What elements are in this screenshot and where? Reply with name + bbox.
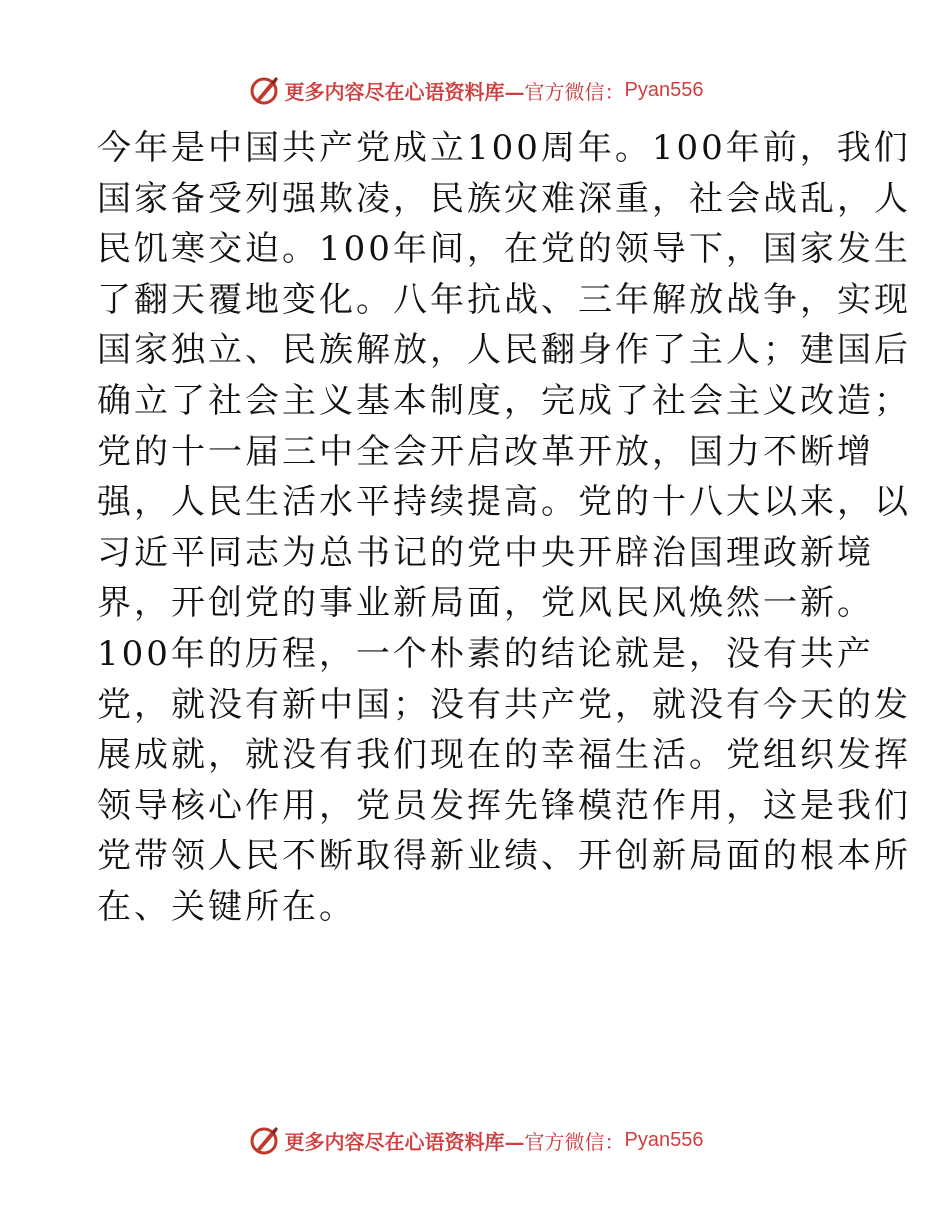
quill-logo-icon	[247, 73, 281, 107]
body-line: 国家备受列强欺凌，民族灾难深重，社会战乱，人	[97, 178, 911, 219]
footer-wechat-label: 官方微信：	[524, 1129, 625, 1154]
body-line: 党，就没有新中国；没有共产党，就没有今天的发	[97, 684, 911, 725]
body-line: 国家独立、民族解放，人民翻身作了主人；建国后	[97, 330, 911, 371]
body-line: 习近平同志为总书记的党中央开辟治国理政新境	[97, 532, 874, 573]
footer-banner	[0, 1120, 950, 1160]
body-line: 强，人民生活水平持续提高。党的十八大以来，以	[97, 482, 911, 523]
body-line: 展成就，就没有我们现在的幸福生活。党组织发挥	[97, 735, 911, 776]
body-line: 党的十一届三中全会开启改革开放，国力不断增	[97, 431, 874, 472]
body-line: 了翻天覆地变化。八年抗战、三年解放战争，实现	[97, 279, 911, 320]
header-wechat-label: 官方微信：	[524, 79, 625, 104]
body-line: 民饥寒交迫。100年间，在党的领导下，国家发生	[97, 229, 911, 270]
body-line: 在、关键所在。	[97, 886, 356, 927]
header-wechat-handle: Pyan556	[624, 78, 704, 101]
body-line: 界，开创党的事业新局面，党风民风焕然一新。	[97, 583, 874, 624]
body-line: 今年是中国共产党成立100周年。100年前，我们	[97, 128, 911, 168]
body-line: 党带领人民不断取得新业绩、开创新局面的根本所	[97, 836, 911, 877]
body-line: 领导核心作用，党员发挥先锋模范作用，这是我们	[97, 785, 911, 826]
document-body	[97, 123, 911, 933]
body-line: 确立了社会主义基本制度，完成了社会主义改造；	[97, 380, 911, 421]
footer-promo-text: 更多内容尽在心语资料库—	[284, 1129, 525, 1154]
body-line: 100年的历程，一个朴素的结论就是，没有共产	[97, 633, 874, 674]
quill-logo-icon	[247, 1123, 281, 1157]
footer-wechat-handle: Pyan556	[624, 1128, 704, 1151]
header-banner	[0, 70, 950, 110]
header-promo-text: 更多内容尽在心语资料库—	[284, 79, 525, 104]
